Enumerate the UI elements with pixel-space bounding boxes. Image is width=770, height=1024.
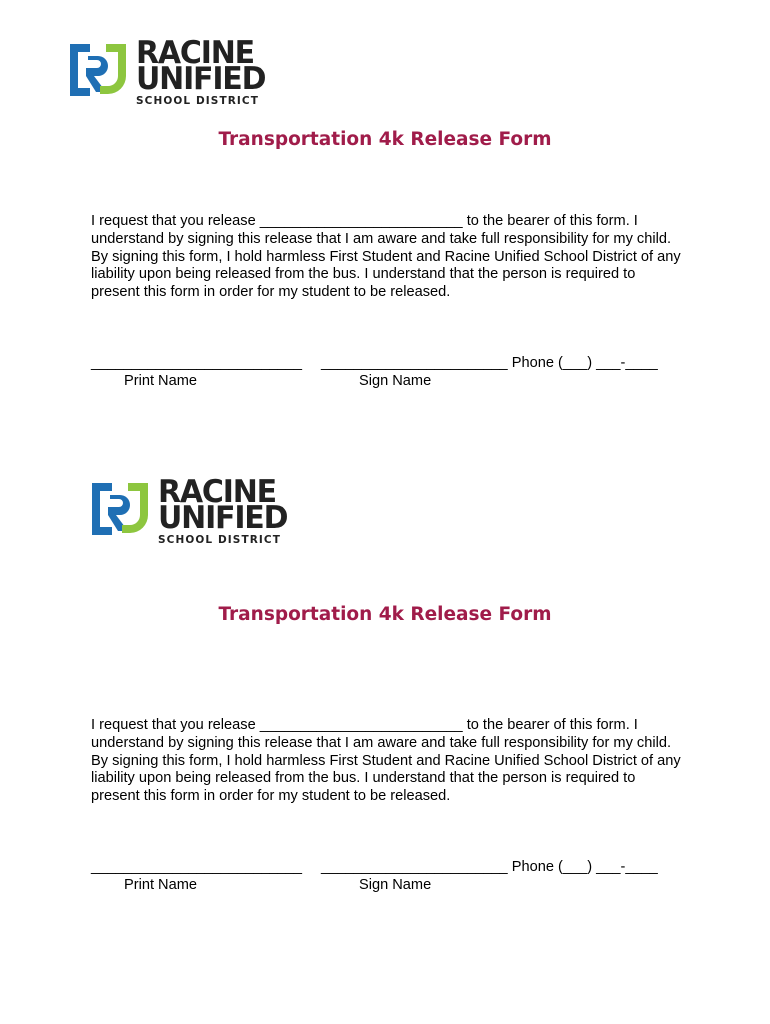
print-name-label: Print Name bbox=[124, 373, 197, 389]
racine-unified-logo bbox=[68, 34, 266, 107]
ru-mark-icon bbox=[90, 479, 150, 539]
racine-unified-logo bbox=[90, 473, 288, 546]
logo-line-racine: RACINE bbox=[158, 473, 276, 511]
print-name-line: __________________________ bbox=[91, 355, 303, 371]
print-name-line: __________________________ bbox=[91, 859, 303, 875]
release-paragraph: I request that you release _________________________ to the bearer of this form. I understand by signing this release that I am aware and take full responsibility for my child. By signing this form, I hold harmless First Student and Racine Unified School District of any liability upon being released from the bus. I understand that the person is required to present this form in order for my student to be released. bbox=[91, 717, 681, 805]
form-title: Transportation 4k Release Form bbox=[218, 129, 552, 150]
form-title: Transportation 4k Release Form bbox=[218, 604, 552, 625]
logo-line-racine: RACINE bbox=[136, 34, 254, 72]
print-name-label: Print Name bbox=[124, 877, 197, 893]
sign-name-label: Sign Name bbox=[359, 877, 432, 893]
logo-line-school-district: SCHOOL DISTRICT bbox=[158, 534, 281, 546]
ru-mark-icon bbox=[68, 40, 128, 100]
sign-name-phone-line: _______________________ Phone (___) ___-____ bbox=[321, 859, 658, 875]
logo-line-unified: UNIFIED bbox=[158, 499, 288, 537]
logo-line-unified: UNIFIED bbox=[136, 60, 266, 98]
sign-name-phone-line: _______________________ Phone (___) ___-____ bbox=[321, 355, 658, 371]
sign-name-label: Sign Name bbox=[359, 373, 432, 389]
release-paragraph: I request that you release _________________________ to the bearer of this form. I understand by signing this release that I am aware and take full responsibility for my child. By signing this form, I hold harmless First Student and Racine Unified School District of any liability upon being released from the bus. I understand that the person is required to present this form in order for my student to be released. bbox=[91, 213, 681, 301]
logo-line-school-district: SCHOOL DISTRICT bbox=[136, 95, 259, 107]
